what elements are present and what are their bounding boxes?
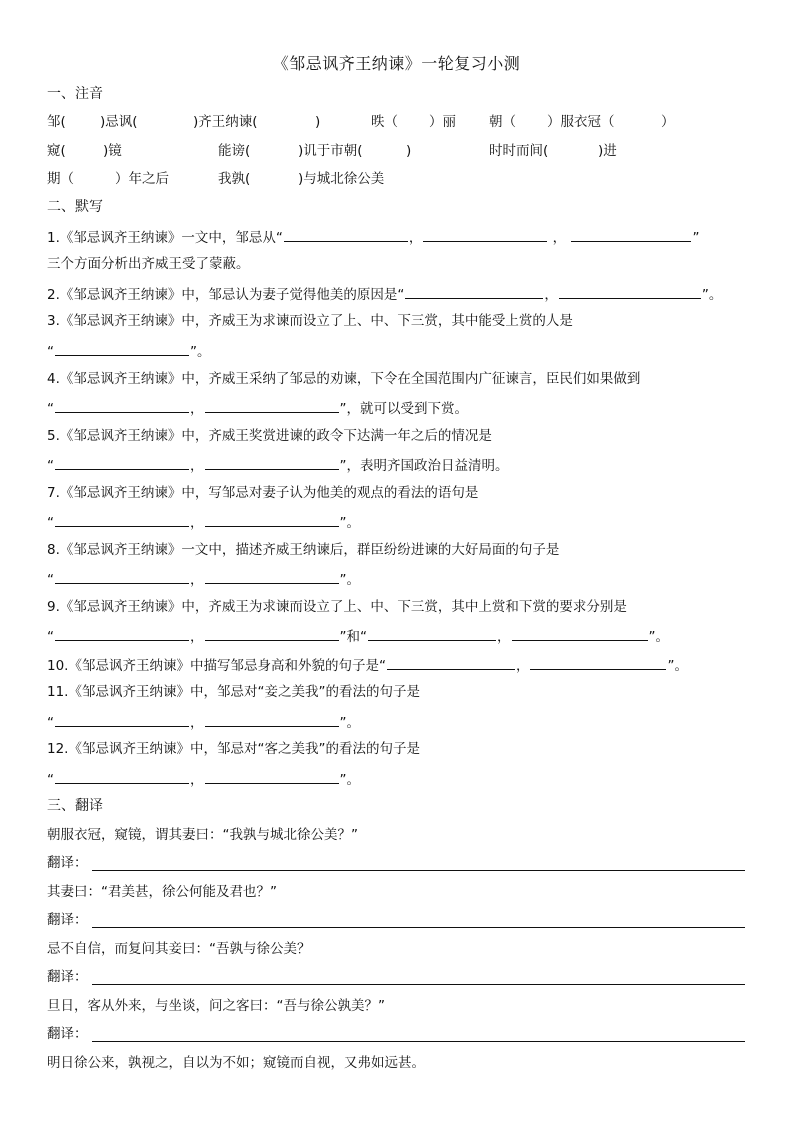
comma: ， (190, 515, 204, 531)
comma: ， (497, 629, 511, 645)
comma: ， (552, 230, 567, 246)
question-12-answer (47, 768, 360, 790)
open-quote: “ (47, 458, 54, 474)
answer-blank[interactable] (559, 283, 701, 299)
comma: ， (190, 772, 204, 788)
question-7-answer (47, 511, 360, 533)
close-quote: ” (692, 230, 700, 246)
question-1 (47, 226, 699, 248)
answer-blank[interactable] (205, 711, 339, 727)
question-2 (47, 283, 722, 305)
close-quote: ”。 (339, 772, 360, 788)
pinyin-item: ）服衣冠（ (547, 114, 615, 130)
question-text: ”，就可以受到下赏。 (339, 401, 468, 417)
question-11: 11.《邹忌讽齐王纳谏》中，邹忌对“妾之美我”的看法的句子是 (47, 684, 420, 700)
answer-blank[interactable] (55, 711, 189, 727)
answer-blank[interactable] (205, 768, 339, 784)
question-text: ”和“ (339, 629, 367, 645)
translation-label: 翻译： (47, 969, 88, 985)
answer-blank[interactable] (205, 625, 339, 641)
pinyin-item: 邹( (47, 114, 66, 130)
answer-blank[interactable] (55, 568, 189, 584)
comma: ， (190, 401, 204, 417)
question-4: 4.《邹忌讽齐王纳谏》中，齐威王采纳了邹忌的劝谏，下令在全国范围内广征谏言，臣民们如果做到 (47, 371, 641, 387)
comma: ， (408, 230, 423, 246)
answer-blank[interactable] (55, 454, 189, 470)
answer-blank[interactable] (55, 625, 189, 641)
comma: ， (190, 715, 204, 731)
question-11-answer (47, 711, 360, 733)
question-5: 5.《邹忌讽齐王纳谏》中，齐威王奖赏进谏的政令下达满一年之后的情况是 (47, 428, 492, 444)
answer-blank[interactable] (368, 625, 496, 641)
question-text: ”，表明齐国政治日益清明。 (339, 458, 509, 474)
pinyin-item: 我孰( (218, 171, 251, 187)
question-3-answer (47, 340, 211, 362)
pinyin-item: 时时而间( (489, 143, 549, 159)
close-quote: ”。 (667, 658, 688, 674)
question-8: 8.《邹忌讽齐王纳谏》一文中，描述齐威王纳谏后，群臣纷纷进谏的大好局面的句子是 (47, 542, 560, 558)
translation-answer-line[interactable] (92, 870, 745, 871)
open-quote: “ (47, 572, 54, 588)
pinyin-item: )讥于市朝( (298, 143, 363, 159)
close-quote: ”。 (701, 287, 723, 303)
answer-blank[interactable] (530, 654, 666, 670)
close-quote: ”。 (339, 715, 360, 731)
question-text: 2.《邹忌讽齐王纳谏》中，邹忌认为妻子觉得他美的原因是“ (47, 287, 405, 303)
pinyin-item: 昳（ (371, 114, 398, 130)
open-quote: “ (47, 772, 54, 788)
translation-answer-line[interactable] (92, 984, 745, 985)
translation-answer-line[interactable] (92, 927, 745, 928)
open-quote: “ (47, 401, 54, 417)
close-quote: ”。 (339, 572, 360, 588)
question-12: 12.《邹忌讽齐王纳谏》中，邹忌对“客之美我”的看法的句子是 (47, 741, 420, 757)
answer-blank[interactable] (205, 397, 339, 413)
question-9-answer (47, 625, 669, 647)
answer-blank[interactable] (284, 226, 408, 242)
answer-blank[interactable] (387, 654, 515, 670)
translation-label: 翻译： (47, 1026, 88, 1042)
comma: ， (190, 458, 204, 474)
open-quote: “ (47, 629, 54, 645)
question-8-answer (47, 568, 360, 590)
answer-blank[interactable] (571, 226, 691, 242)
comma: ， (190, 572, 204, 588)
answer-blank[interactable] (205, 511, 339, 527)
answer-blank[interactable] (55, 397, 189, 413)
question-text: 1.《邹忌讽齐王纳谏》一文中，邹忌从“ (47, 230, 283, 246)
question-5-answer (47, 454, 509, 476)
question-10 (47, 654, 688, 676)
close-quote: ”。 (648, 629, 669, 645)
open-quote: “ (47, 344, 54, 360)
pinyin-item: )与城北徐公美 (298, 171, 385, 187)
question-text: 10.《邹忌讽齐王纳谏》中描写邹忌身高和外貌的句子是“ (47, 658, 386, 674)
question-4-answer (47, 397, 468, 419)
pinyin-item: 能谤( (218, 143, 251, 159)
pinyin-item: ） (661, 114, 675, 130)
answer-blank[interactable] (205, 568, 339, 584)
answer-blank[interactable] (423, 226, 547, 242)
question-3: 3.《邹忌讽齐王纳谏》中，齐威王为求谏而设立了上、中、下三赏，其中能受上赏的人是 (47, 313, 573, 329)
section-heading-pinyin: 一、注音 (47, 86, 103, 102)
answer-blank[interactable] (205, 454, 339, 470)
translation-label: 翻译： (47, 855, 88, 871)
answer-blank[interactable] (405, 283, 543, 299)
pinyin-item: ) (406, 143, 412, 159)
pinyin-item: 期（ (47, 171, 74, 187)
section-heading-dictation: 二、默写 (47, 199, 103, 215)
open-quote: “ (47, 715, 54, 731)
open-quote: “ (47, 515, 54, 531)
question-1-continued: 三个方面分析出齐威王受了蒙蔽。 (47, 256, 250, 272)
close-quote: ”。 (339, 515, 360, 531)
section-heading-translation: 三、翻译 (47, 798, 103, 814)
translation-source-3: 忌不自信，而复问其妾曰：“吾孰与徐公美？ (47, 941, 311, 957)
pinyin-item: )忌讽( (100, 114, 138, 130)
comma: ， (544, 287, 558, 303)
translation-source-4: 旦日，客从外来，与坐谈，问之客曰：“吾与徐公孰美？” (47, 998, 385, 1014)
close-quote: ”。 (190, 344, 211, 360)
pinyin-item: )镜 (103, 143, 122, 159)
translation-label: 翻译： (47, 912, 88, 928)
pinyin-item: ）丽 (429, 114, 456, 130)
pinyin-item: ) (315, 114, 321, 130)
answer-blank[interactable] (55, 340, 189, 356)
page-title: 《邹忌讽齐王纳谏》一轮复习小测 (272, 54, 521, 73)
question-7: 7.《邹忌讽齐王纳谏》中，写邹忌对妻子认为他美的观点的看法的语句是 (47, 485, 479, 501)
pinyin-item: ）年之后 (115, 171, 169, 187)
question-9: 9.《邹忌讽齐王纳谏》中，齐威王为求谏而设立了上、中、下三赏，其中上赏和下赏的要求分别是 (47, 599, 627, 615)
translation-source-5: 明日徐公来，孰视之，自以为不如；窥镜而自视，又弗如远甚。 (47, 1055, 425, 1071)
comma: ， (190, 629, 204, 645)
translation-answer-line[interactable] (92, 1041, 745, 1042)
translation-source-1: 朝服衣冠，窥镜，谓其妻曰：“我孰与城北徐公美？” (47, 827, 358, 843)
pinyin-item: )进 (598, 143, 617, 159)
pinyin-item: 窥( (47, 143, 66, 159)
translation-source-2: 其妻曰：“君美甚，徐公何能及君也？” (47, 884, 277, 900)
answer-blank[interactable] (55, 511, 189, 527)
answer-blank[interactable] (55, 768, 189, 784)
answer-blank[interactable] (512, 625, 648, 641)
pinyin-item: 朝（ (489, 114, 516, 130)
pinyin-item: )齐王纳谏( (193, 114, 258, 130)
comma: ， (515, 658, 530, 674)
